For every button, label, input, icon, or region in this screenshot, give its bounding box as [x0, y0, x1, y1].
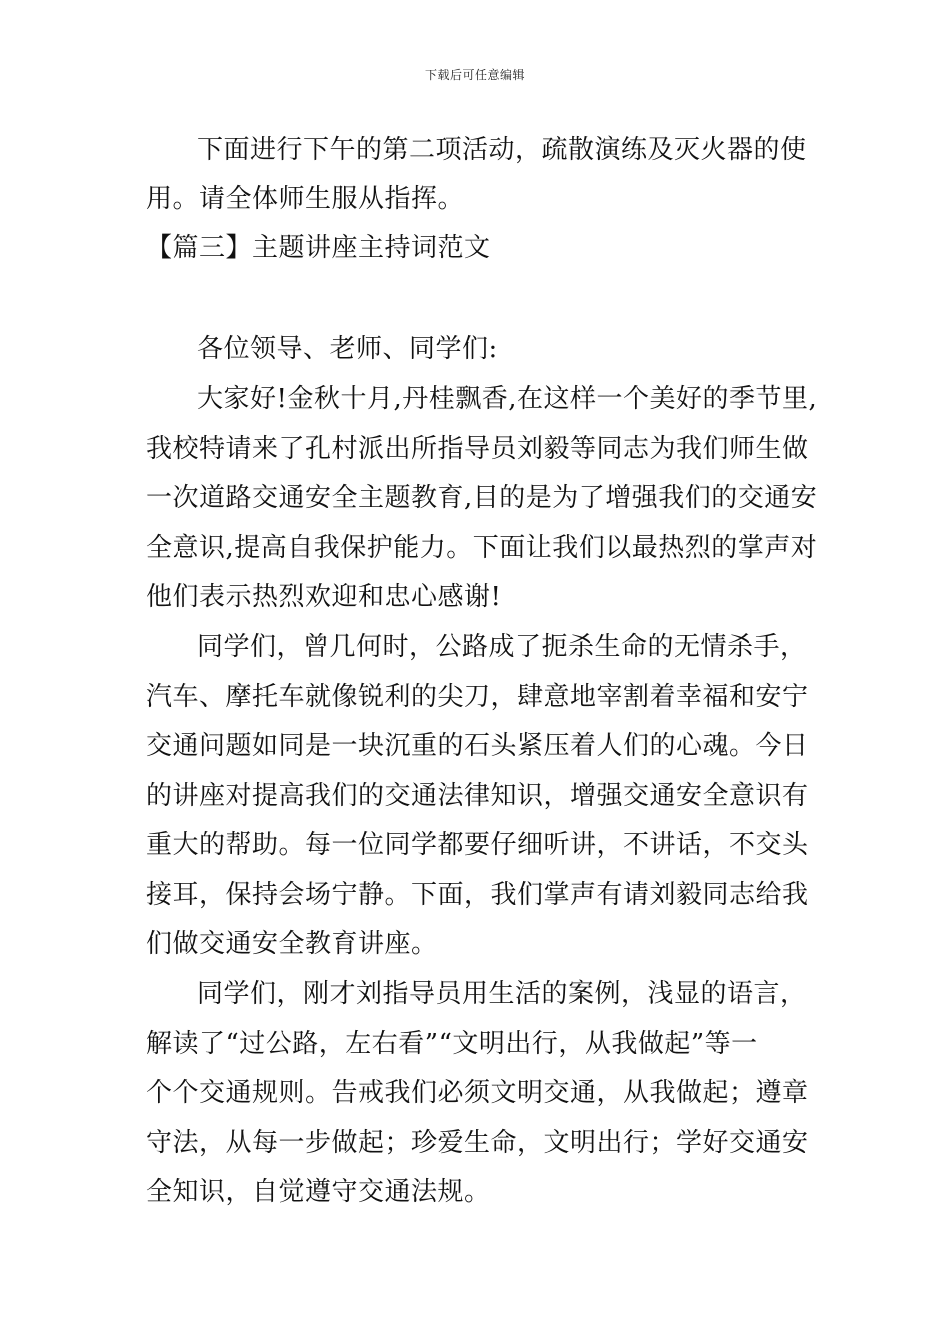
section-heading: 【篇三】主题讲座主持词范文 — [146, 233, 491, 263]
paragraph-line: 守法，从每一步做起；珍爱生命，文明出行；学好交通安 — [146, 1128, 809, 1158]
paragraph-line: 大家好!金秋十月,丹桂飘香,在这样一个美好的季节里, — [197, 384, 818, 414]
paragraph-line: 下面进行下午的第二项活动，疏散演练及灭火器的使 — [197, 135, 807, 165]
paragraph-line: 的讲座对提高我们的交通法律知识，增强交通安全意识有 — [146, 781, 809, 811]
paragraph-line: 汽车、摩托车就像锐利的尖刀，肆意地宰割着幸福和安宁 — [146, 682, 809, 712]
paragraph-line: 用。请全体师生服从指挥。 — [146, 184, 465, 214]
paragraph-line: 们做交通安全教育讲座。 — [146, 929, 438, 959]
paragraph-line: 个个交通规则。告戒我们必须文明交通，从我做起；遵章 — [146, 1078, 809, 1108]
salutation: 各位领导、老师、同学们: — [197, 334, 498, 364]
paragraph-line: 接耳，保持会场宁静。下面，我们掌声有请刘毅同志给我 — [146, 880, 809, 910]
paragraph-line: 重大的帮助。每一位同学都要仔细听讲，不讲话，不交头 — [146, 830, 809, 860]
paragraph-line: 同学们，曾几何时，公路成了扼杀生命的无情杀手， — [197, 632, 807, 662]
paragraph-line: 全意识,提高自我保护能力。下面让我们以最热烈的掌声对 — [146, 533, 818, 563]
paragraph-line: 他们表示热烈欢迎和忠心感谢! — [146, 582, 502, 612]
paragraph-line: 一次道路交通安全主题教育,目的是为了增强我们的交通安 — [146, 483, 818, 513]
paragraph-line: 同学们，刚才刘指导员用生活的案例，浅显的语言， — [197, 979, 807, 1009]
paragraph-line: 我校特请来了孔村派出所指导员刘毅等同志为我们师生做 — [146, 434, 809, 464]
paragraph-line: 交通问题如同是一块沉重的石头紧压着人们的心魂。今日 — [146, 731, 809, 761]
paragraph-line: 解读了“过公路，左右看”“文明出行，从我做起”等一 — [146, 1029, 758, 1059]
paragraph-line: 全知识，自觉遵守交通法规。 — [146, 1177, 491, 1207]
header-note: 下载后可任意编辑 — [424, 68, 525, 82]
